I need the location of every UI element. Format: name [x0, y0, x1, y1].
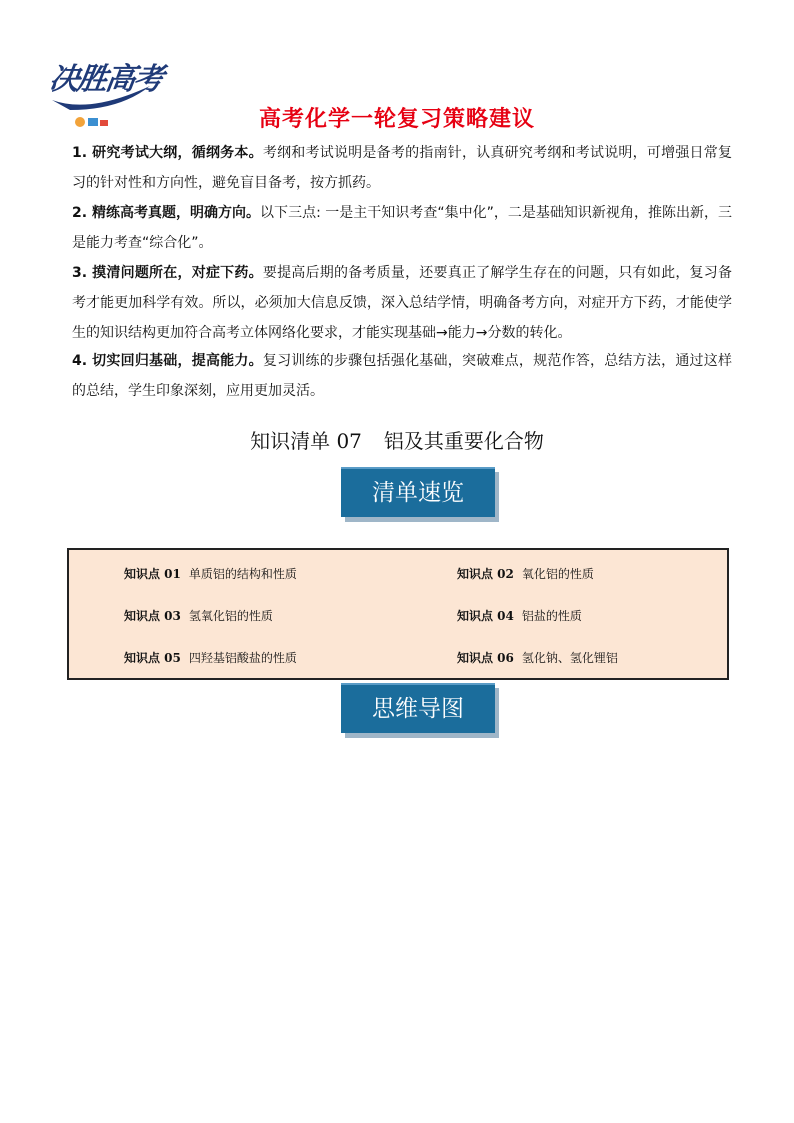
page-title: 高考化学一轮复习策略建议 [258, 107, 535, 132]
logo-text: 决胜高考 [47, 62, 164, 97]
strategy-text: 考纲和考试说明是备考的指南针，认真研究考纲和考试说明，可增强日常复习的针对性和方向性，避免盲目备考，按方抓药。 [72, 145, 732, 191]
list-item [124, 565, 297, 582]
knowledge-point-number: 知识点 04 [457, 609, 514, 623]
list-item [124, 607, 273, 624]
list-item [457, 607, 582, 624]
list-item [124, 649, 297, 666]
strategy-paragraph-3 [72, 258, 732, 348]
knowledge-point-name: 氢化钠、氢化锂铝 [521, 651, 618, 665]
list-item [457, 565, 594, 582]
knowledge-point-number: 知识点 02 [457, 567, 514, 581]
mindmap-banner: 思维导图 [341, 683, 495, 733]
knowledge-point-name: 单质铝的结构和性质 [188, 567, 297, 581]
strategy-heading: 4. 切实回归基础，提高能力。 [72, 353, 263, 369]
strategy-heading: 1. 研究考试大纲，循纲务本。 [72, 145, 263, 161]
list-item [457, 649, 618, 666]
knowledge-point-number: 知识点 03 [124, 609, 181, 623]
strategy-text: 以下三点: 一是主干知识考查“集中化”，二是基础知识新视角，推陈出新，三是能力考查“综合化”。 [72, 205, 733, 251]
section-label: 知识清单 07 [250, 429, 362, 453]
knowledge-point-name: 氢氧化铝的性质 [188, 609, 273, 623]
strategy-text: 要提高后期的备考质量，还要真正了解学生存在的问题，只有如此，复习备考才能更加科学有效。所以，必须加大信息反馈，深入总结学情，明确备考方向，对症开方下药，才能使学生的知识结构更加符合高考立体网络化要求，才能实现基础→能力→分数的转化。 [72, 265, 732, 341]
strategy-paragraph-2 [72, 198, 732, 258]
knowledge-point-number: 知识点 05 [124, 651, 181, 665]
strategy-paragraph-4 [72, 346, 732, 406]
knowledge-point-number: 知识点 06 [457, 651, 514, 665]
strategy-heading: 2. 精练高考真题，明确方向。 [72, 205, 261, 221]
knowledge-point-number: 知识点 01 [124, 567, 181, 581]
knowledge-point-list [67, 548, 729, 680]
knowledge-point-name: 氧化铝的性质 [521, 567, 594, 581]
strategy-paragraph-1 [72, 138, 732, 198]
strategy-text: 复习训练的步骤包括强化基础，突破难点，规范作答，总结方法，通过这样的总结，学生印象深刻，应用更加灵活。 [72, 353, 732, 399]
overview-banner: 清单速览 [341, 467, 495, 517]
section-topic: 铝及其重要化合物 [383, 429, 544, 453]
knowledge-point-name: 四羟基铝酸盐的性质 [188, 651, 297, 665]
section-title [0, 425, 794, 454]
strategy-heading: 3. 摸清问题所在，对症下药。 [72, 265, 263, 281]
knowledge-point-name: 铝盐的性质 [521, 609, 582, 623]
